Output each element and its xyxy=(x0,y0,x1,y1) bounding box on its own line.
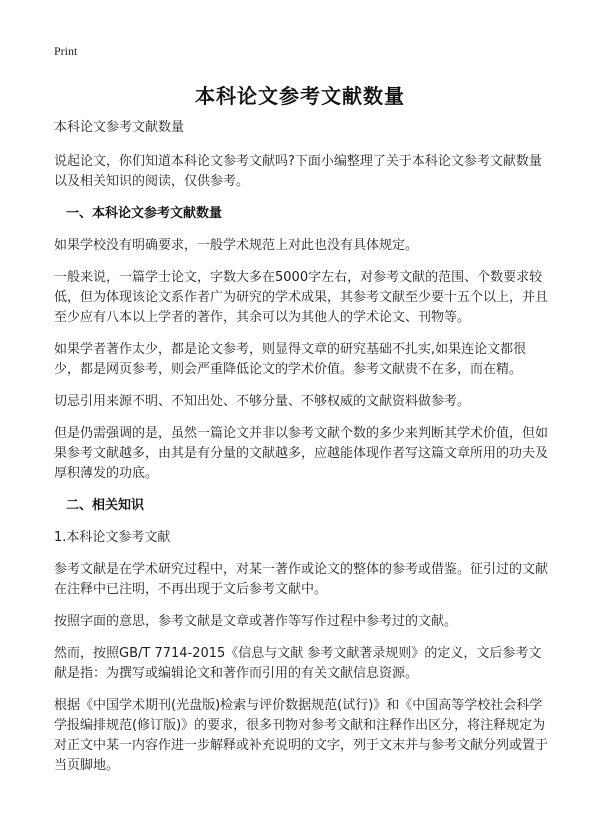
page-title: 本科论文参考文献数量 xyxy=(195,84,405,108)
paragraph: 一般来说，一篇学士论文，字数大多在5000字左右，对参考文献的范围、个数要求较低，但为体现该论文系作者广为研究的学术成果，其参考文献至少要十五个以上，并且至少应有八本以上学者的著作，其余可以为其他人的学术论文、刊物等。 xyxy=(54,270,549,325)
section-heading-2: 二、相关知识 xyxy=(66,498,145,513)
paragraph: 根据《中国学术期刊(光盘版)检索与评价数据规范(试行)》和《中国高等学校社会科学学报编排规范(修订版)》的要求，很多刊物对参考文献和注释作出区分，将注释规定为对正文中某一内容作进一步解释或补充说明的文字，列于文末并与参考文献分列或置于当页脚地。 xyxy=(54,698,549,773)
intro-paragraph: 说起论文，你们知道本科论文参考文献吗?下面小编整理了关于本科论文参考文献数量以及相关知识的阅读，仅供参考。 xyxy=(54,154,542,189)
paragraph: 切忌引用来源不明、不知出处、不够分量、不够权威的文献资料做参考。 xyxy=(54,394,471,409)
paragraph: 但是仍需强调的是，虽然一篇论文并非以参考文献个数的多少来判断其学术价值，但如果参考文献越多，由其是有分量的文献越多，应越能体现作者写这篇文章所用的功夫及厚积薄发的功底。 xyxy=(54,426,549,481)
subsection-heading: 1.本科论文参考文献 xyxy=(54,530,171,545)
paragraph: 如果学者著作太少，都是论文参考，则显得文章的研究基础不扎实,如果连论文都很少，都是网页参考，则会严重降低论文的学术价值。参考文献贵不在多，而在精。 xyxy=(54,342,527,377)
section-heading-1: 一、本科论文参考文献数量 xyxy=(66,206,223,221)
paragraph: 然而，按照GB/T 7714-2015《信息与文献 参考文献著录规则》的定义，文后参考文献是指：为撰写或编辑论文和著作而引用的有关文献信息资源。 xyxy=(54,646,542,681)
document-body xyxy=(54,118,550,788)
document-subtitle: 本科论文参考文献数量 xyxy=(54,120,185,135)
print-label: Print xyxy=(54,44,78,58)
paragraph: 如果学校没有明确要求，一般学术规范上对此也没有具体规定。 xyxy=(54,238,419,253)
paragraph: 按照字面的意思，参考文献是文章或著作等写作过程中参考过的文献。 xyxy=(54,614,458,629)
paragraph: 参考文献是在学术研究过程中，对某一著作或论文的整体的参考或借鉴。征引过的文献在注释中已注明，不再出现于文后参考文献中。 xyxy=(54,562,549,597)
